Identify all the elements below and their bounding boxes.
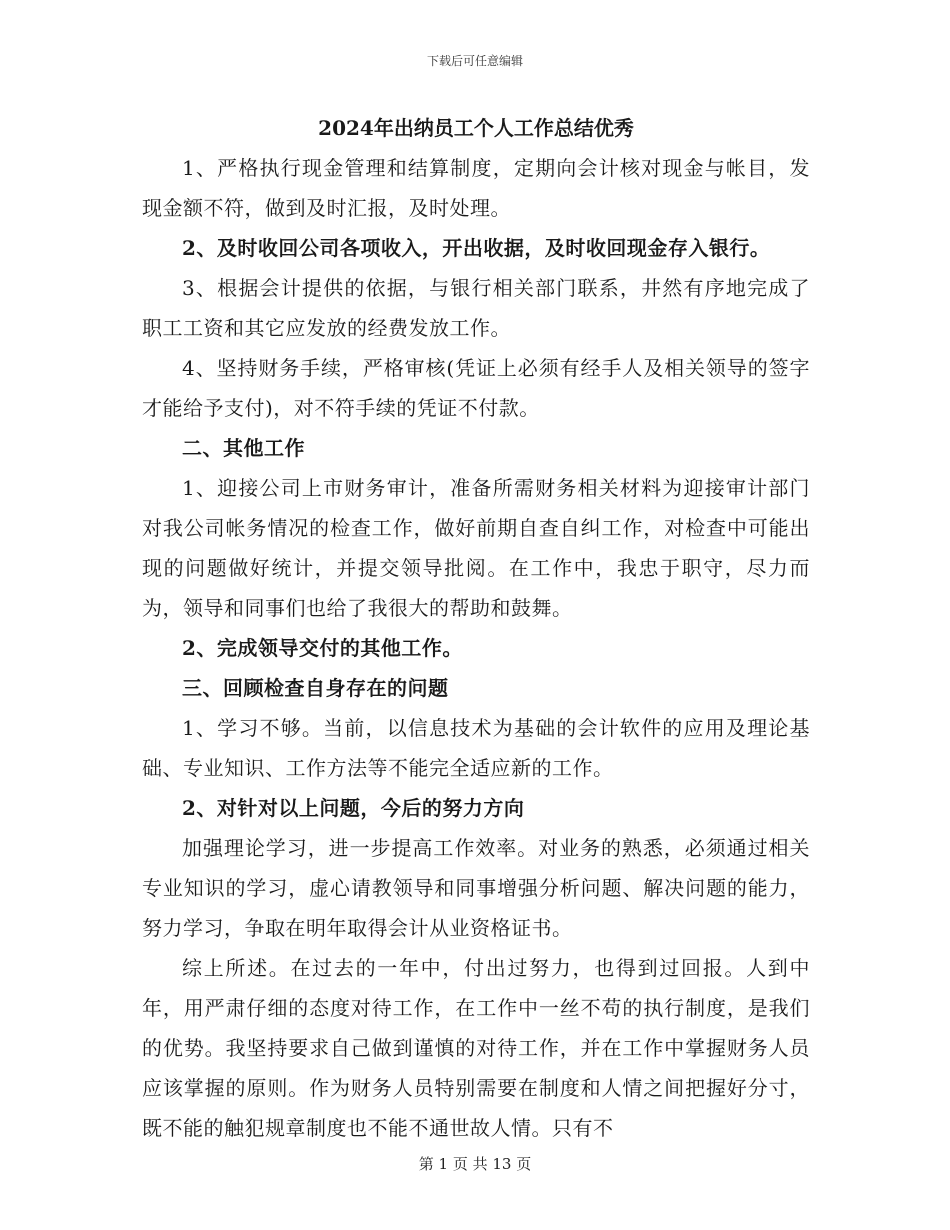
section-heading-other-work: 二、其他工作	[182, 436, 305, 460]
paragraph-9: 1、学习不够。当前，以信息技术为基础的会计软件的应用及理论基础、专业知识、工作方法等不能完全适应新的工作。	[142, 716, 810, 780]
paragraph-11: 加强理论学习，进一步提高工作效率。对业务的熟悉，必须通过相关专业知识的学习，虚心请教领导和同事增强分析问题、解决问题的能力，努力学习，争取在明年取得会计从业资格证书。	[142, 836, 810, 940]
paragraph-6: 1、迎接公司上市财务审计，准备所需财务相关材料为迎接审计部门对我公司帐务情况的检查工作，做好前期自查自纠工作，对检查中可能出现的问题做好统计，并提交领导批阅。在工作中，我忠于职守，尽力而为，领导和同事们也给了我很大的帮助和鼓舞。	[142, 476, 810, 620]
paragraph-10: 2、对针对以上问题，今后的努力方向	[182, 796, 525, 820]
section-heading-review: 三、回顾检查自身存在的问题	[182, 676, 449, 700]
header-note: 下载后可任意编辑	[426, 54, 523, 68]
document-body	[142, 108, 810, 1148]
page-footer: 第 1 页 共 13 页	[418, 1155, 532, 1173]
paragraph-7: 2、完成领导交付的其他工作。	[182, 636, 463, 660]
paragraph-1: 1、严格执行现金管理和结算制度，定期向会计核对现金与帐目，发现金额不符，做到及时汇报，及时处理。	[142, 156, 810, 220]
paragraph-12: 综上所述。在过去的一年中，付出过努力，也得到过回报。人到中年，用严肃仔细的态度对待工作，在工作中一丝不苟的执行制度，是我们的优势。我坚持要求自己做到谨慎的对待工作，并在工作中掌握财务人员应该掌握的原则。作为财务人员特别需要在制度和人情之间把握好分寸，既不能的触犯规章制度也不能不通世故人情。只有不	[142, 956, 810, 1140]
paragraph-2: 2、及时收回公司各项收入，开出收据，及时收回现金存入银行。	[182, 236, 771, 260]
paragraph-3: 3、根据会计提供的依据，与银行相关部门联系，井然有序地完成了职工工资和其它应发放的经费发放工作。	[142, 276, 810, 340]
document-title: 2024年出纳员工个人工作总结优秀	[318, 116, 634, 140]
paragraph-4: 4、坚持财务手续，严格审核(凭证上必须有经手人及相关领导的签字才能给予支付)，对不符手续的凭证不付款。	[142, 356, 810, 420]
